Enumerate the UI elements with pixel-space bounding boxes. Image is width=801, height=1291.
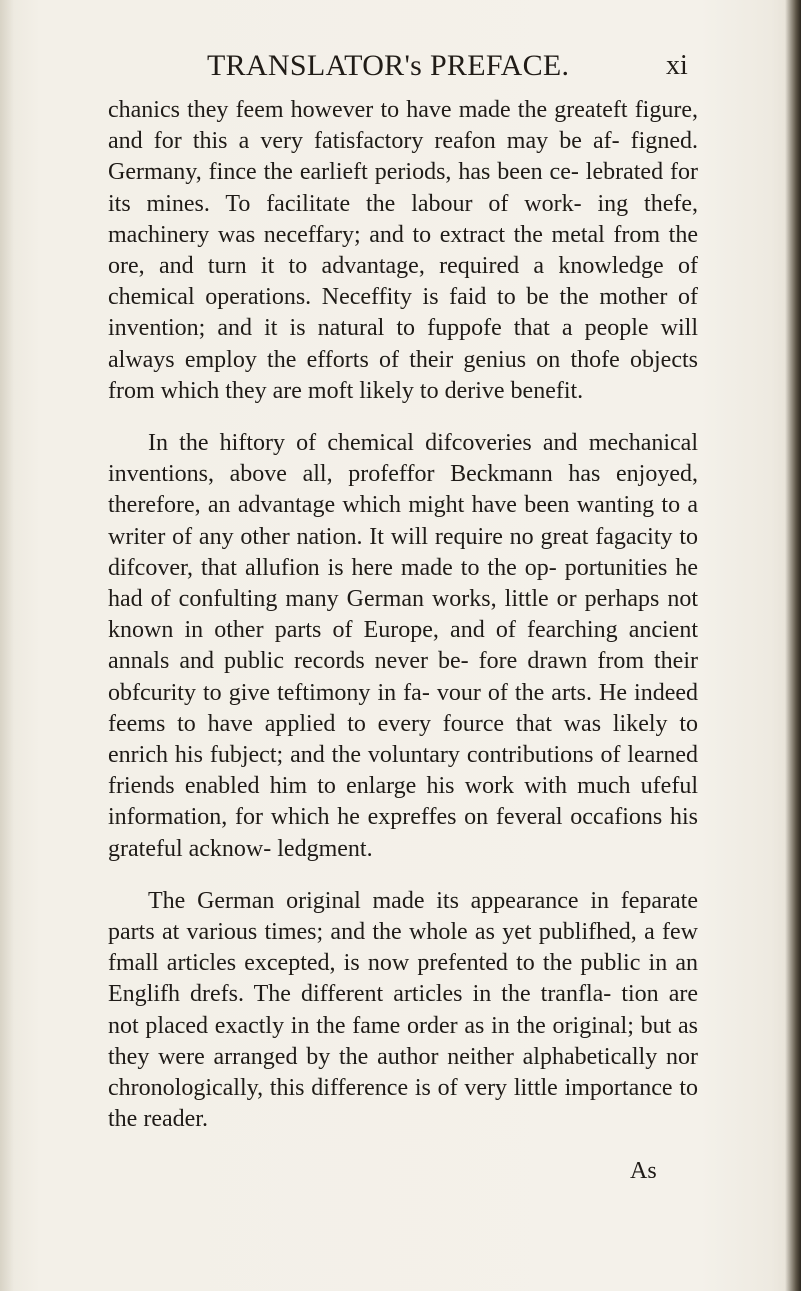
paragraph-3: The German original made its appearance in feparate parts at various times; and the whole as yet publifhed, a few fmall articles excepted, is now prefented to the public in an Englifh drefs. The different articles in the tranfla- tion are not placed exactly in the fame order as in the original; but as they were arranged by the author neither alphabetically nor chronologically, this difference is of very little importance to the reader.: [108, 887, 698, 1133]
page-gutter-shadow: [0, 0, 14, 1291]
running-head-title: TRANSLATOR's PREFACE.: [207, 49, 570, 82]
paragraph-2: In the hiftory of chemical difcoveries and mechanical inventions, above all, profeffor Beckmann has enjoyed, therefore, an advantage which might have been wanting to a writer of any other nation. It will require no great fagacity to difcover, that allufion is here made to the op- portunities he had of confulting many German works, little or perhaps not known in other parts of Europe, and of fearching ancient annals and public records never be- fore drawn from their obfcurity to give teftimony in fa- vour of the arts. He indeed feems to have applied to every fource that was likely to enrich his fubject; and the voluntary contributions of learned friends enabled him to enlarge his work with much ufeful information, for which he expreffes on feveral occafions his grateful acknow- ledgment.: [108, 430, 698, 862]
page-edge-shadow: [785, 0, 801, 1291]
page-number: xi: [666, 50, 688, 81]
paragraph-1: chanics they feem however to have made the greateft figure, and for this a very fatisfactory reafon may be af- figned. Germany, fince the earlieft periods, has been ce- lebrated for its mines. To facilitate the labour of work- ing thefe, machinery was neceffary; and to extract the metal from the ore, and turn it to advantage, required a knowledge of chemical operations. Neceffity is faid to be the mother of invention; and it is natural to fuppofe that a people will always employ the efforts of their genius on thofe objects from which they are moft likely to derive benefit.: [108, 97, 698, 404]
body-text: [108, 95, 698, 1136]
catchword: As: [630, 1158, 657, 1184]
running-header: [0, 46, 801, 86]
